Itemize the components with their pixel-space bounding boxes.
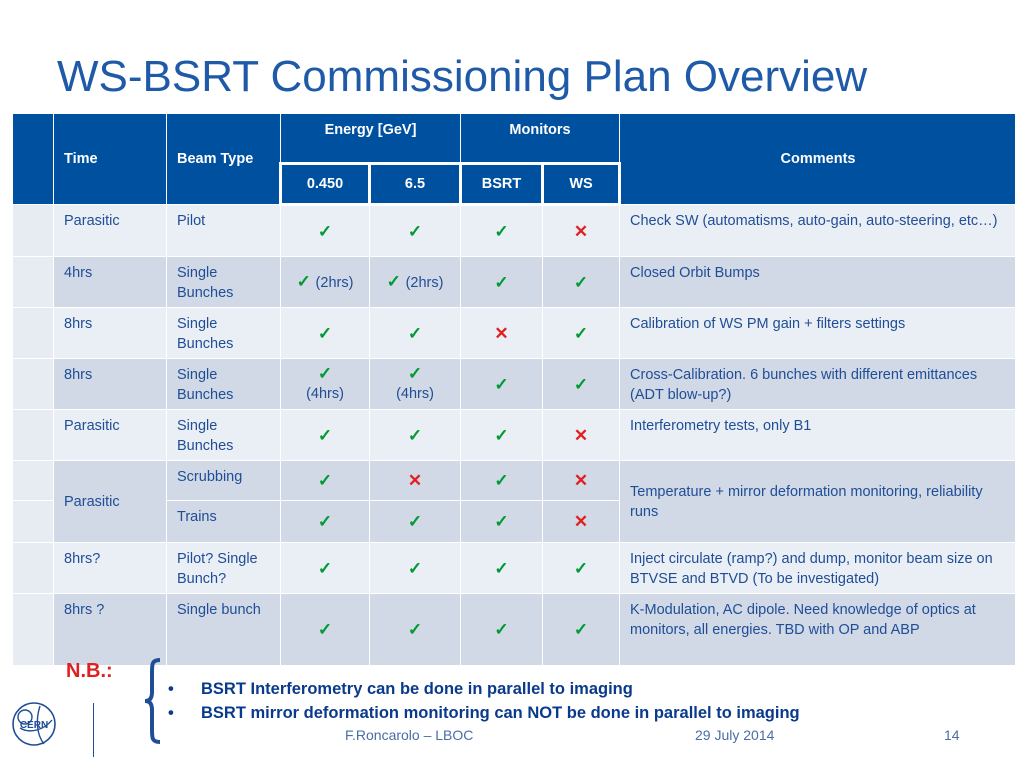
row-index-cell [13, 461, 54, 501]
note-text: BSRT Interferometry can be done in parallel to imaging [201, 680, 633, 698]
comment-cell: Calibration of WS PM gain + filters settings [620, 308, 1016, 359]
note-text: BSRT mirror deformation monitoring can NOT be done in parallel to imaging [201, 704, 800, 722]
energy-65-cell [370, 205, 461, 257]
check-icon: ✓ [407, 425, 423, 445]
table-row [13, 257, 1016, 308]
beam-type-cell: Single Bunches [167, 308, 281, 359]
ws-cell [543, 594, 620, 666]
energy-0450-cell [281, 543, 370, 594]
cross-icon: ✕ [573, 425, 589, 445]
cern-logo-icon [10, 700, 58, 748]
ws-cell [543, 308, 620, 359]
bsrt-cell [461, 308, 543, 359]
header-monitors: Monitors [461, 114, 620, 164]
time-cell: Parasitic [54, 205, 167, 257]
header-monitor-ws: WS [543, 164, 620, 205]
check-icon: ✓ [407, 512, 423, 531]
energy-0450-cell [281, 461, 370, 501]
check-icon: ✓ [317, 512, 333, 531]
logo-text: CERN [19, 720, 49, 731]
duration-note: (4hrs) [396, 386, 434, 402]
commissioning-table [12, 113, 1015, 666]
header-comments: Comments [620, 114, 1016, 205]
row-index-cell [13, 205, 54, 257]
duration-note: (2hrs) [405, 274, 444, 291]
header-energy: Energy [GeV] [281, 114, 461, 164]
ws-cell [543, 410, 620, 461]
time-cell: 4hrs [54, 257, 167, 308]
table-row [13, 359, 1016, 410]
bsrt-cell [461, 461, 543, 501]
energy-0450-cell [281, 410, 370, 461]
comment-cell: Closed Orbit Bumps [620, 257, 1016, 308]
bsrt-cell [461, 501, 543, 543]
time-cell: Parasitic [54, 410, 167, 461]
check-icon: ✓ [494, 558, 509, 578]
ws-cell [543, 543, 620, 594]
header-energy-65: 6.5 [370, 164, 461, 205]
row-index-cell [13, 594, 54, 666]
energy-0450-cell [281, 501, 370, 543]
time-cell: Parasitic [54, 461, 167, 543]
row-index-cell [13, 359, 54, 410]
cross-icon: ✕ [573, 221, 589, 241]
ws-cell [543, 461, 620, 501]
table-row [13, 543, 1016, 594]
energy-65-cell [370, 359, 461, 410]
energy-65-cell [370, 543, 461, 594]
check-icon: ✓ [317, 221, 333, 241]
nb-label: N.B.: [66, 660, 113, 682]
check-icon: ✓ [494, 272, 509, 292]
row-index-cell [13, 501, 54, 543]
energy-65-cell [370, 594, 461, 666]
energy-65-cell [370, 410, 461, 461]
beam-type-cell: Single bunch [167, 594, 281, 666]
bsrt-cell [461, 359, 543, 410]
beam-type-cell: Single Bunches [167, 257, 281, 308]
comment-cell: Temperature + mirror deformation monitoring, reliability runs [620, 461, 1016, 543]
bsrt-cell [461, 543, 543, 594]
header-beam-type: Beam Type [167, 114, 281, 205]
cross-icon: ✕ [407, 471, 423, 490]
comment-cell: K-Modulation, AC dipole. Need knowledge of optics at monitors, all energies. TBD with OP and ABP [620, 594, 1016, 666]
note-item [168, 702, 800, 726]
table-row [13, 410, 1016, 461]
check-icon: ✓ [573, 272, 589, 292]
time-cell: 8hrs ? [54, 594, 167, 666]
ws-cell [543, 205, 620, 257]
energy-0450-cell [281, 359, 370, 410]
ws-cell [543, 501, 620, 543]
slide-title: WS-BSRT Commissioning Plan Overview [57, 52, 868, 101]
check-icon: ✓ [317, 558, 333, 578]
check-icon: ✓ [317, 323, 333, 343]
energy-0450-cell [281, 308, 370, 359]
check-icon: ✓ [573, 620, 589, 639]
curly-brace-icon [143, 658, 163, 744]
header-blank-cell [13, 114, 54, 205]
beam-type-cell: Trains [167, 501, 281, 543]
check-icon: ✓ [573, 374, 589, 394]
beam-type-cell: Single Bunches [167, 410, 281, 461]
table-row [13, 205, 1016, 257]
check-icon: ✓ [407, 221, 423, 241]
time-cell: 8hrs [54, 359, 167, 410]
footer-date: 29 July 2014 [695, 727, 775, 743]
check-icon: ✓ [494, 425, 509, 445]
header-energy-0450: 0.450 [281, 164, 370, 205]
bsrt-cell [461, 410, 543, 461]
comment-cell: Interferometry tests, only B1 [620, 410, 1016, 461]
comment-cell: Cross-Calibration. 6 bunches with different emittances (ADT blow-up?) [620, 359, 1016, 410]
bsrt-cell [461, 257, 543, 308]
table-row [13, 594, 1016, 666]
ws-cell [543, 359, 620, 410]
check-icon: ✓ [317, 471, 333, 490]
time-cell: 8hrs? [54, 543, 167, 594]
energy-0450-cell [281, 205, 370, 257]
check-icon: ✓ [407, 323, 423, 343]
beam-type-cell: Single Bunches [167, 359, 281, 410]
cross-icon: ✕ [494, 323, 509, 343]
energy-65-cell [370, 461, 461, 501]
header-time: Time [54, 114, 167, 205]
footer-author: F.Roncarolo – LBOC [345, 727, 474, 743]
table-row [13, 308, 1016, 359]
notes-list [168, 678, 800, 726]
beam-type-cell: Scrubbing [167, 461, 281, 501]
check-icon: ✓ [317, 425, 333, 445]
bullet-icon: • [168, 680, 174, 698]
check-icon: ✓ [494, 374, 509, 394]
energy-65-cell [370, 257, 461, 308]
row-index-cell [13, 543, 54, 594]
beam-type-cell: Pilot? Single Bunch? [167, 543, 281, 594]
note-item [168, 678, 800, 702]
duration-note: (2hrs) [315, 274, 354, 291]
check-icon: ✓ [494, 620, 509, 639]
check-icon: ✓ [407, 558, 423, 578]
check-icon: ✓ [386, 271, 401, 291]
check-icon: ✓ [296, 271, 311, 291]
row-index-cell [13, 257, 54, 308]
check-icon: ✓ [494, 512, 509, 531]
row-index-cell [13, 308, 54, 359]
footer-divider [93, 703, 94, 757]
check-icon: ✓ [317, 364, 333, 383]
row-index-cell [13, 410, 54, 461]
table-row [13, 461, 1016, 501]
energy-0450-cell [281, 257, 370, 308]
energy-0450-cell [281, 594, 370, 666]
check-icon: ✓ [494, 471, 509, 490]
duration-note: (4hrs) [306, 386, 344, 402]
cross-icon: ✕ [573, 471, 589, 490]
comment-cell: Inject circulate (ramp?) and dump, monitor beam size on BTVSE and BTVD (To be investigated) [620, 543, 1016, 594]
energy-65-cell [370, 308, 461, 359]
bsrt-cell [461, 205, 543, 257]
check-icon: ✓ [573, 323, 589, 343]
bsrt-cell [461, 594, 543, 666]
check-icon: ✓ [407, 620, 423, 639]
ws-cell [543, 257, 620, 308]
check-icon: ✓ [407, 364, 423, 383]
beam-type-cell: Pilot [167, 205, 281, 257]
check-icon: ✓ [317, 620, 333, 639]
page-number: 14 [944, 727, 960, 743]
time-cell: 8hrs [54, 308, 167, 359]
energy-65-cell [370, 501, 461, 543]
cross-icon: ✕ [573, 512, 589, 531]
header-monitor-bsrt: BSRT [461, 164, 543, 205]
bullet-icon: • [168, 704, 174, 722]
check-icon: ✓ [494, 221, 509, 241]
check-icon: ✓ [573, 558, 589, 578]
comment-cell: Check SW (automatisms, auto-gain, auto-steering, etc…) [620, 205, 1016, 257]
